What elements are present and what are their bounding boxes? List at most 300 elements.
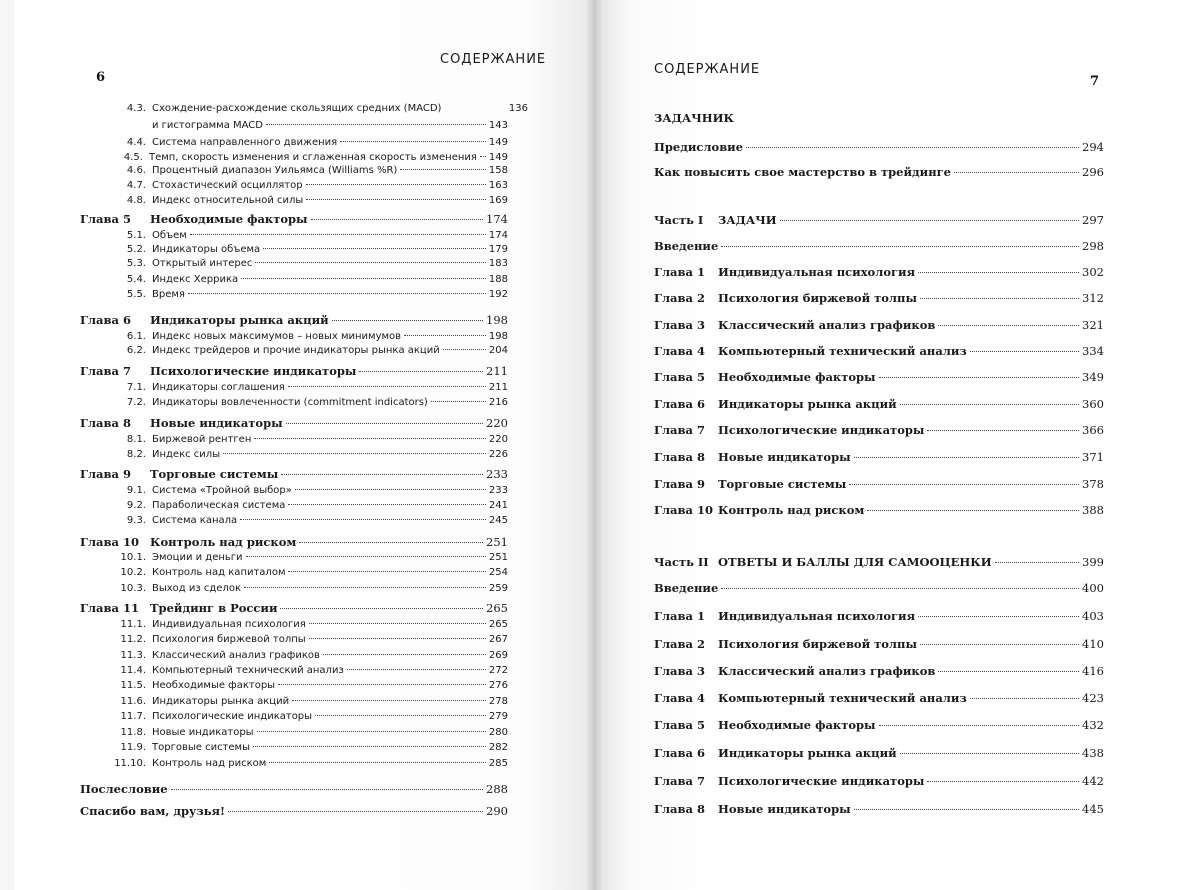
- toc-chapter: [80, 313, 508, 327]
- chapter-label: Глава 2: [654, 291, 705, 305]
- toc-subentry: [108, 583, 508, 594]
- page-number-left: 6: [96, 70, 106, 85]
- entry-title: Психология биржевой толпы: [718, 637, 917, 651]
- dot-leader: [340, 141, 486, 142]
- entry-title: Индекс силы: [152, 449, 221, 460]
- entry-page: 233: [486, 467, 508, 481]
- entry-title: Темп, скорость изменения и сглаженная скорость изменения: [148, 152, 477, 163]
- entry-page: 269: [488, 650, 508, 661]
- entry-page: 302: [1082, 265, 1104, 279]
- entry-number: 9.1.: [126, 485, 146, 496]
- toc-chapter: [654, 774, 1104, 788]
- entry-title: Индекс трейдеров и прочие индикаторы рынка акций: [152, 345, 440, 356]
- dot-leader: [254, 438, 486, 439]
- dot-leader: [918, 272, 1079, 273]
- entry-page: 251: [486, 535, 508, 549]
- dot-leader: [269, 762, 486, 763]
- dot-leader: [288, 386, 486, 387]
- entry-page: 254: [488, 567, 508, 578]
- dot-leader: [900, 753, 1079, 754]
- entry-page: 321: [1082, 318, 1104, 332]
- entry-title: Классический анализ графиков: [718, 318, 936, 332]
- entry-title: Процентный диапазон Уильямса (Williams %R): [152, 165, 398, 176]
- toc-subentry: [108, 552, 508, 563]
- dot-leader: [244, 587, 486, 588]
- dot-leader: [347, 669, 486, 670]
- entry-title: Индивидуальная психология: [152, 619, 306, 630]
- dot-leader: [970, 351, 1079, 352]
- entry-page: 220: [488, 434, 508, 445]
- entry-number: 7.2.: [126, 397, 146, 408]
- toc-subentry: [108, 500, 508, 511]
- entry-page: 216: [488, 397, 508, 408]
- entry-title: Параболическая система: [152, 500, 286, 511]
- entry-title: Индекс относительной силы: [152, 195, 304, 206]
- dot-leader: [278, 684, 486, 685]
- entry-page: 158: [488, 165, 508, 176]
- chapter-label: Глава 6: [654, 746, 705, 760]
- entry-page: 294: [1082, 140, 1104, 154]
- toc-subentry: [108, 274, 508, 285]
- entry-page: 366: [1082, 423, 1104, 437]
- entry-title: Индикаторы рынка акций: [718, 746, 897, 760]
- entry-title: Биржевой рентген: [152, 434, 252, 445]
- entry-number: 11.8.: [120, 727, 146, 738]
- entry-page: 188: [488, 274, 508, 285]
- toc-chapter: [80, 364, 508, 378]
- page-number-right: 7: [1090, 74, 1100, 89]
- toc-chapter: [654, 213, 1104, 227]
- entry-number: 9.3.: [126, 515, 146, 526]
- entry-number: 5.4.: [126, 274, 146, 285]
- entry-title: Индикаторы рынка акций: [152, 696, 290, 707]
- entry-title: Как повысить свое мастерство в трейдинге: [654, 165, 951, 179]
- entry-number: 11.10.: [114, 758, 146, 769]
- dot-leader: [280, 608, 483, 609]
- entry-title: Психологические индикаторы: [152, 711, 313, 722]
- dot-leader: [246, 556, 486, 557]
- dot-leader: [431, 401, 486, 402]
- dot-leader: [443, 349, 486, 350]
- chapter-label: Глава 8: [80, 416, 131, 430]
- entry-number: 6.1.: [126, 331, 146, 342]
- toc-chapter: [654, 718, 1104, 732]
- dot-leader: [190, 234, 486, 235]
- section-title-zadachnik: ЗАДАЧНИК: [654, 111, 734, 125]
- dot-leader: [927, 781, 1079, 782]
- entry-page: 334: [1082, 344, 1104, 358]
- entry-page: 312: [1082, 291, 1104, 305]
- toc-chapter: [654, 318, 1104, 332]
- entry-title: Психологические индикаторы: [718, 423, 925, 437]
- entry-title: Торговые системы: [718, 477, 847, 491]
- toc-chapter: [654, 637, 1104, 651]
- entry-page: 211: [486, 364, 508, 378]
- dot-leader: [849, 484, 1079, 485]
- toc-chapter: [654, 370, 1104, 384]
- toc-subentry: [108, 680, 508, 691]
- entry-title: Введение: [654, 239, 719, 253]
- dot-leader: [746, 147, 1079, 148]
- entry-page: 136: [508, 103, 528, 114]
- chapter-label: Глава 8: [654, 450, 705, 464]
- entry-title: Введение: [654, 581, 719, 595]
- entry-number: 4.7.: [126, 180, 146, 191]
- entry-title: Эмоции и деньги: [152, 552, 243, 563]
- entry-page: 241: [488, 500, 508, 511]
- dot-leader: [171, 789, 483, 790]
- chapter-label: Часть I: [654, 213, 704, 227]
- entry-number: 4.3.: [126, 103, 146, 114]
- entry-title: Индикаторы рынка акций: [150, 313, 329, 327]
- dot-leader: [332, 320, 483, 321]
- entry-number: 11.7.: [120, 711, 146, 722]
- entry-title: Необходимые факторы: [150, 212, 308, 226]
- dot-leader: [900, 404, 1079, 405]
- entry-title: ОТВЕТЫ И БАЛЛЫ ДЛЯ САМООЦЕНКИ: [718, 555, 992, 569]
- toc-subentry: [108, 152, 508, 163]
- toc-chapter: [654, 664, 1104, 678]
- toc-entry: [654, 581, 1104, 595]
- toc-chapter: [80, 601, 508, 615]
- entry-page: 438: [1082, 746, 1104, 760]
- chapter-label: Глава 3: [654, 664, 705, 678]
- entry-page: 297: [1082, 213, 1104, 227]
- entry-number: 11.2.: [120, 634, 146, 645]
- toc-subentry: [108, 180, 508, 191]
- entry-page: 267: [488, 634, 508, 645]
- entry-title: Классический анализ графиков: [152, 650, 320, 661]
- dot-leader: [954, 172, 1079, 173]
- entry-title: Новые индикаторы: [718, 802, 851, 816]
- toc-chapter: [654, 503, 1104, 517]
- chapter-label: Часть II: [654, 555, 709, 569]
- left-page: [14, 0, 594, 890]
- dot-leader: [480, 156, 486, 157]
- entry-title: Контроль над риском: [150, 535, 297, 549]
- toc-entry: [80, 804, 508, 818]
- toc-subentry: [108, 634, 508, 645]
- toc-subentry: [108, 382, 508, 393]
- toc-subentry: [108, 289, 508, 300]
- chapter-label: Глава 7: [80, 364, 131, 378]
- entry-title: Открытый интерес: [152, 258, 253, 269]
- entry-page: 279: [488, 711, 508, 722]
- toc-subentry: [108, 165, 508, 176]
- dot-leader: [323, 654, 486, 655]
- entry-title: Спасибо вам, друзья!: [80, 804, 226, 818]
- chapter-label: Глава 10: [654, 503, 713, 517]
- dot-leader: [288, 504, 486, 505]
- entry-page: 423: [1082, 691, 1104, 705]
- entry-title: Стохастический осциллятор: [152, 180, 303, 191]
- entry-page: 233: [488, 485, 508, 496]
- dot-leader: [288, 571, 485, 572]
- entry-page: 259: [488, 583, 508, 594]
- toc-chapter: [654, 344, 1104, 358]
- toc-chapter: [654, 802, 1104, 816]
- chapter-label: Глава 6: [654, 397, 705, 411]
- dot-leader: [938, 671, 1079, 672]
- toc-subentry: [108, 711, 508, 722]
- right-page: [594, 0, 1200, 890]
- entry-title: Индикаторы объема: [152, 244, 261, 255]
- toc-chapter: [80, 212, 508, 226]
- toc-subentry: [108, 103, 528, 114]
- entry-page: 282: [488, 742, 508, 753]
- entry-title: Схождение-расхождение скользящих средних (MACD): [152, 103, 442, 114]
- entry-number: 11.1.: [120, 619, 146, 630]
- entry-title: Новые индикаторы: [152, 727, 254, 738]
- dot-leader: [188, 293, 486, 294]
- dot-leader: [266, 124, 486, 125]
- entry-page: 211: [488, 382, 508, 393]
- dot-leader: [306, 184, 486, 185]
- entry-number: 4.4.: [126, 137, 146, 148]
- toc-chapter: [654, 291, 1104, 305]
- toc-subentry: [108, 120, 508, 131]
- entry-page: 149: [488, 152, 508, 163]
- toc-subentry: [108, 345, 508, 356]
- entry-number: 11.3.: [120, 650, 146, 661]
- toc-chapter: [654, 555, 1104, 569]
- entry-page: 290: [486, 804, 508, 818]
- toc-subentry: [108, 195, 508, 206]
- dot-leader: [292, 700, 486, 701]
- entry-number: 4.6.: [126, 165, 146, 176]
- dot-leader: [721, 588, 1079, 589]
- toc-subentry: [108, 137, 508, 148]
- entry-title: Контроль над риском: [152, 758, 267, 769]
- dot-leader: [240, 519, 486, 520]
- chapter-label: Глава 6: [80, 313, 131, 327]
- toc-subentry: [108, 758, 508, 769]
- toc-subentry: [108, 742, 508, 753]
- chapter-label: Глава 1: [654, 609, 705, 623]
- entry-title: Необходимые факторы: [718, 370, 876, 384]
- entry-number: 4.8.: [126, 195, 146, 206]
- entry-page: 410: [1082, 637, 1104, 651]
- chapter-label: Глава 5: [654, 370, 705, 384]
- toc-subentry: [108, 619, 508, 630]
- chapter-label: Глава 7: [654, 423, 705, 437]
- entry-title: Контроль над риском: [718, 503, 865, 517]
- entry-title: и гистограмма MACD: [152, 120, 263, 131]
- entry-title: Психология биржевой толпы: [718, 291, 917, 305]
- dot-leader: [400, 169, 486, 170]
- dot-leader: [311, 219, 483, 220]
- entry-page: 278: [488, 696, 508, 707]
- entry-title: Индекс Херрика: [152, 274, 239, 285]
- toc-chapter: [654, 423, 1104, 437]
- toc-subentry: [108, 485, 508, 496]
- chapter-label: Глава 7: [654, 774, 705, 788]
- dot-leader: [263, 248, 486, 249]
- entry-title: Компьютерный технический анализ: [718, 344, 967, 358]
- dot-leader: [995, 562, 1079, 563]
- dot-leader: [918, 616, 1079, 617]
- dot-leader: [281, 474, 483, 475]
- chapter-label: Глава 5: [654, 718, 705, 732]
- entry-number: 10.1.: [120, 552, 146, 563]
- entry-page: 403: [1082, 609, 1104, 623]
- dot-leader: [241, 278, 486, 279]
- entry-page: 143: [488, 120, 508, 131]
- entry-page: 276: [488, 680, 508, 691]
- entry-page: 416: [1082, 664, 1104, 678]
- entry-page: 183: [488, 258, 508, 269]
- running-head-right: СОДЕРЖАНИЕ: [654, 62, 761, 77]
- toc-entry: [654, 239, 1104, 253]
- chapter-label: Глава 9: [80, 467, 131, 481]
- entry-number: 11.9.: [120, 742, 146, 753]
- entry-page: 388: [1082, 503, 1104, 517]
- entry-page: 169: [488, 195, 508, 206]
- entry-title: Необходимые факторы: [718, 718, 876, 732]
- entry-title: Компьютерный технический анализ: [718, 691, 967, 705]
- dot-leader: [854, 809, 1079, 810]
- dot-leader: [404, 335, 486, 336]
- entry-page: 174: [486, 212, 508, 226]
- toc-chapter: [654, 691, 1104, 705]
- entry-title: Трейдинг в России: [150, 601, 278, 615]
- chapter-label: Глава 9: [654, 477, 705, 491]
- entry-page: 220: [486, 416, 508, 430]
- entry-page: 174: [488, 230, 508, 241]
- entry-title: Индекс новых максимумов – новых минимумов: [152, 331, 402, 342]
- running-head-left: СОДЕРЖАНИЕ: [440, 52, 547, 67]
- toc-chapter: [80, 467, 508, 481]
- toc-chapter: [654, 746, 1104, 760]
- entry-number: 8.1.: [126, 434, 146, 445]
- entry-title: Индикаторы рынка акций: [718, 397, 897, 411]
- entry-number: 5.1.: [126, 230, 146, 241]
- entry-title: Индивидуальная психология: [718, 609, 916, 623]
- dot-leader: [253, 746, 486, 747]
- dot-leader: [854, 457, 1079, 458]
- entry-page: 192: [488, 289, 508, 300]
- entry-title: Система «Тройной выбор»: [152, 485, 292, 496]
- dot-leader: [927, 430, 1079, 431]
- entry-number: 6.2.: [126, 345, 146, 356]
- chapter-label: Глава 4: [654, 691, 705, 705]
- toc-subentry: [108, 515, 508, 526]
- entry-title: Система канала: [152, 515, 238, 526]
- dot-leader: [970, 698, 1079, 699]
- toc-chapter: [80, 416, 508, 430]
- entry-title: Классический анализ графиков: [718, 664, 936, 678]
- toc-subentry: [108, 244, 508, 255]
- entry-page: 204: [488, 345, 508, 356]
- toc-subentry: [108, 650, 508, 661]
- chapter-label: Глава 11: [80, 601, 139, 615]
- toc-subentry: [108, 665, 508, 676]
- dot-leader: [309, 623, 486, 624]
- chapter-label: Глава 3: [654, 318, 705, 332]
- chapter-label: Глава 4: [654, 344, 705, 358]
- entry-page: 432: [1082, 718, 1104, 732]
- entry-title: Послесловие: [80, 782, 168, 796]
- entry-page: 445: [1082, 802, 1104, 816]
- entry-page: 198: [486, 313, 508, 327]
- entry-number: 5.5.: [126, 289, 146, 300]
- entry-page: 163: [488, 180, 508, 191]
- entry-title: Предисловие: [654, 140, 744, 154]
- entry-title: Психологические индикаторы: [150, 364, 357, 378]
- entry-title: Выход из сделок: [152, 583, 241, 594]
- entry-number: 11.4.: [120, 665, 146, 676]
- toc-subentry: [108, 449, 508, 460]
- toc-subentry: [108, 230, 508, 241]
- dot-leader: [223, 453, 486, 454]
- entry-page: 298: [1082, 239, 1104, 253]
- entry-title: Торговые системы: [150, 467, 279, 481]
- toc-subentry: [108, 567, 508, 578]
- entry-number: 10.3.: [120, 583, 146, 594]
- entry-title: Новые индикаторы: [718, 450, 851, 464]
- toc-chapter: [654, 450, 1104, 464]
- entry-title: Психологические индикаторы: [718, 774, 925, 788]
- entry-title: Объем: [152, 230, 187, 241]
- dot-leader: [299, 542, 483, 543]
- entry-page: 360: [1082, 397, 1104, 411]
- entry-title: Торговые системы: [152, 742, 250, 753]
- entry-number: 9.2.: [126, 500, 146, 511]
- entry-number: 7.1.: [126, 382, 146, 393]
- toc-entry: [654, 165, 1104, 179]
- entry-page: 349: [1082, 370, 1104, 384]
- entry-title: Психология биржевой толпы: [152, 634, 306, 645]
- entry-title: ЗАДАЧИ: [718, 213, 777, 227]
- entry-page: 442: [1082, 774, 1104, 788]
- entry-page: 400: [1082, 581, 1104, 595]
- entry-title: Система направленного движения: [152, 137, 338, 148]
- entry-page: 265: [488, 619, 508, 630]
- entry-number: 5.2.: [126, 244, 146, 255]
- entry-page: 179: [488, 244, 508, 255]
- book-spine-shadow: [585, 0, 603, 890]
- dot-leader: [286, 423, 483, 424]
- toc-entry: [80, 782, 508, 796]
- dot-leader: [721, 246, 1079, 247]
- chapter-label: Глава 8: [654, 802, 705, 816]
- entry-page: 399: [1082, 555, 1104, 569]
- entry-page: 288: [486, 782, 508, 796]
- chapter-label: Глава 10: [80, 535, 139, 549]
- entry-page: 285: [488, 758, 508, 769]
- entry-title: Контроль над капиталом: [152, 567, 286, 578]
- chapter-label: Глава 2: [654, 637, 705, 651]
- entry-title: Индивидуальная психология: [718, 265, 916, 279]
- dot-leader: [879, 377, 1079, 378]
- entry-page: 378: [1082, 477, 1104, 491]
- dot-leader: [359, 371, 483, 372]
- toc-chapter: [654, 609, 1104, 623]
- entry-title: Индикаторы вовлеченности (commitment indicators): [152, 397, 428, 408]
- entry-page: 245: [488, 515, 508, 526]
- entry-number: 11.6.: [120, 696, 146, 707]
- entry-number: 11.5.: [120, 680, 146, 691]
- entry-number: 4.5.: [123, 152, 143, 163]
- entry-number: 10.2.: [120, 567, 146, 578]
- toc-subentry: [108, 696, 508, 707]
- dot-leader: [879, 725, 1079, 726]
- entry-title: Компьютерный технический анализ: [152, 665, 344, 676]
- entry-page: 226: [488, 449, 508, 460]
- dot-leader: [315, 715, 486, 716]
- entry-title: Новые индикаторы: [150, 416, 283, 430]
- toc-chapter: [654, 265, 1104, 279]
